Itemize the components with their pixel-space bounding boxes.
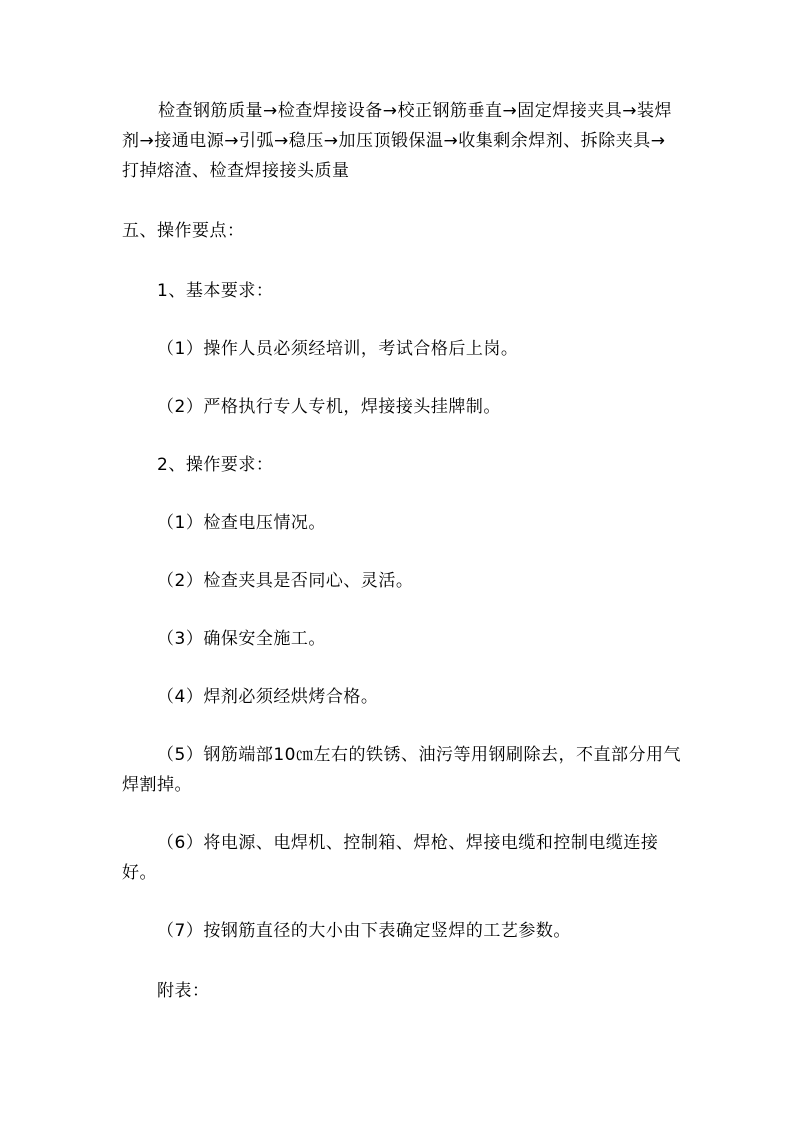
basic-requirement-item-1: （1）操作人员必须经培训，考试合格后上岗。 — [157, 339, 519, 359]
operation-requirement-item-2: （2）检查夹具是否同心、灵活。 — [157, 571, 414, 591]
operation-requirement-item-3: （3）确保安全施工。 — [157, 629, 326, 649]
operation-requirement-item-1: （1）检查电压情况。 — [157, 513, 326, 533]
basic-requirement-item-2: （2）严格执行专人专机，焊接接头挂牌制。 — [157, 397, 501, 417]
process-flow-paragraph: 检查钢筋质量→检查焊接设备→校正钢筋垂直→固定焊接夹具→装焊剂→接通电源→引弧→稳压→加压顶锻保温→收集剩余焊剂、拆除夹具→打掉熔渣、检查焊接接头质量 — [122, 101, 672, 181]
operation-requirement-item-7: （7）按钢筋直径的大小由下表确定竖焊的工艺参数。 — [157, 921, 571, 941]
operation-requirements-title: 2、操作要求： — [157, 455, 274, 475]
operation-requirement-item-6: （6）将电源、电焊机、控制箱、焊枪、焊接电缆和控制电缆连接好。 — [122, 833, 659, 883]
operation-requirement-item-5: （5）钢筋端部10㎝左右的铁锈、油污等用钢刷除去，不直部分用气焊割掉。 — [122, 745, 681, 795]
section-heading: 五、操作要点： — [122, 221, 245, 241]
operation-requirement-item-4: （4）焊剂必须经烘烤合格。 — [157, 687, 379, 707]
basic-requirements-title: 1、基本要求： — [157, 281, 274, 301]
appendix-label: 附表： — [157, 981, 210, 1001]
